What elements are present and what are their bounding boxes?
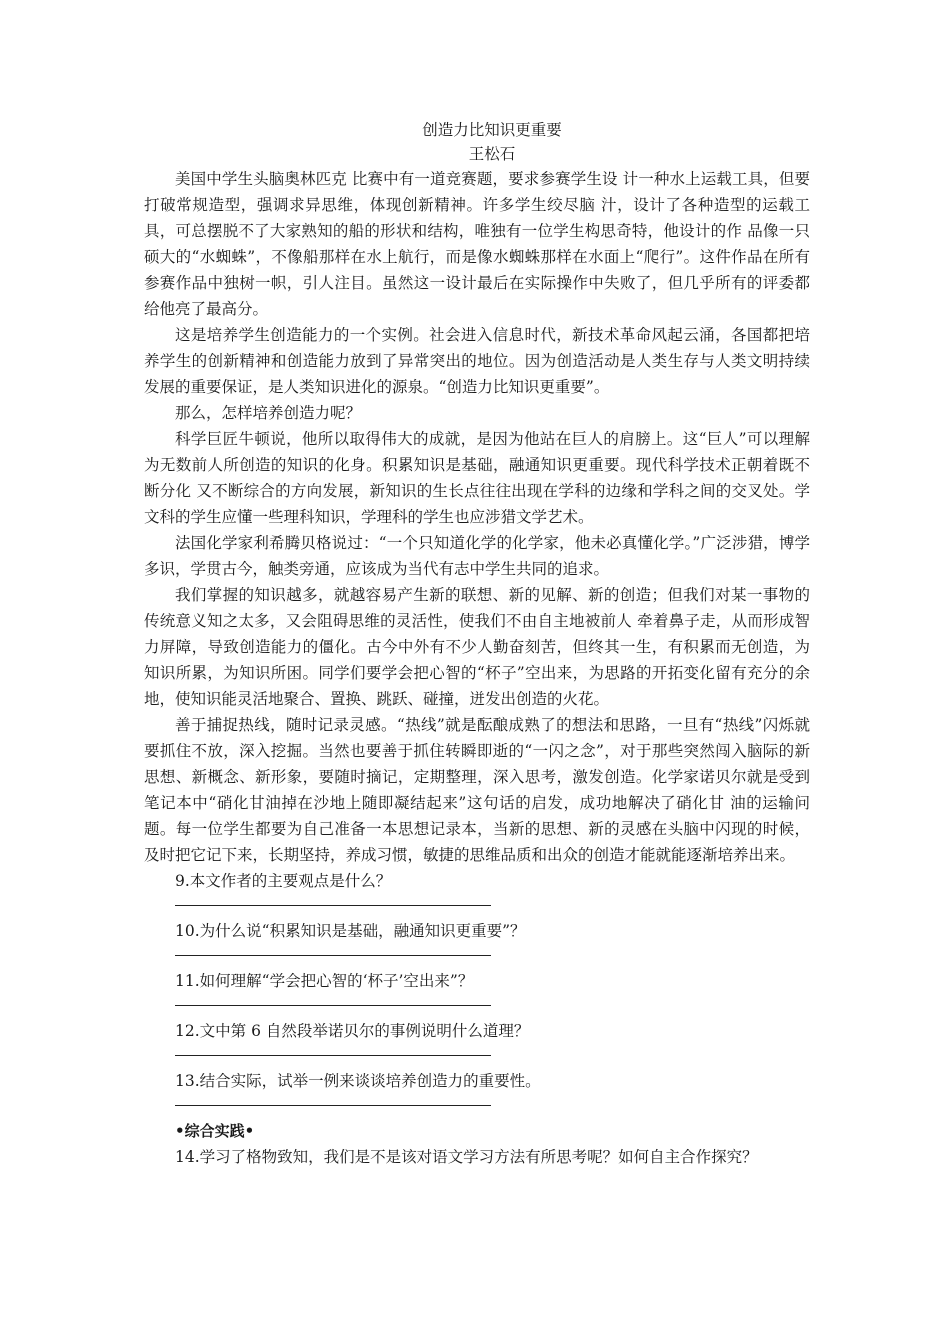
question-10: 10.为什么说“积累知识是基础，融通知识更重要”？ (175, 922, 526, 940)
paragraph-2: 这是培养学生创造能力的一个实例。社会进入信息时代，新技术革命风起云涌，各国都把培养学生的创新精神和创造能力放到了异常突出的地位。因为创造活动是人类生存与人类文明持续发展的重要保证，是人类知识进化的源泉。“创造力比知识更重要”。 (144, 326, 810, 396)
question-13: 13.结合实际，试举一例来谈谈培养创造力的重要性。 (175, 1072, 541, 1090)
paragraph-6: 我们掌握的知识越多，就越容易产生新的联想、新的见解、新的创造；但我们对某一事物的传统意义知之太多，又会阻碍思维的灵活性，使我们不由自主地被前人 牵着鼻子走，从而形成智力屏障，导致创造能力的僵化。古今中外有不少人勤奋刻苦，但终其一生，有积累而无创造，为知识所累，为知识所困。同学们要学会把心智的“杯子”空出来，为思路的开拓变化留有充分的余地，使知识能灵活地聚合、置换、跳跃、碰撞，迸发出创造的火花。 (144, 586, 810, 708)
article-title: 创造力比知识更重要 (422, 121, 562, 139)
paragraph-7: 善于捕捉热线，随时记录灵感。“热线”就是酝酿成熟了的想法和思路，一旦有“热线”闪烁就要抓住不放，深入挖掘。当然也要善于抓住转瞬即逝的“一闪之念”，对于那些突然闯入脑际的新思想、新概念、新形象，要随时摘记，定期整理，深入思考，激发创造。化学家诺贝尔就是受到笔记本中“硝化甘油掉在沙地上随即凝结起来”这句话的启发，成功地解决了硝化甘 油的运输问题。每一位学生都要为自己准备一本思想记录本，当新的思想、新的灵感在头脑中闪现的时候，及时把它记下来，长期坚持，养成习惯，敏捷的思维品质和出众的创造才能就能逐渐培养出来。 (144, 716, 810, 864)
question-9: 9.本文作者的主要观点是什么？ (175, 872, 392, 890)
paragraph-1: 美国中学生头脑奥林匹克 比赛中有一道竞赛题，要求参赛学生设 计一种水上运载工具，但要打破常规造型，强调求异思维，体现创新精神。许多学生绞尽脑 汁，设计了各种造型的运载工具，可总摆脱不了大家熟知的船的形状和结构，唯独有一位学生构思奇特，他设计的作 品像一只硕大的“水蜘蛛”，不像船那样在水上航行，而是像水蜘蛛那样在水面上“爬行”。这件作品在所有参赛作品中独树一帜，引人注目。虽然这一设计最后在实际操作中失败了，但几乎所有的评委都给他亮了最高分。 (144, 170, 810, 318)
answer-line-9[interactable] (175, 905, 491, 906)
document-page (144, 118, 810, 1170)
paragraph-4: 科学巨匠牛顿说，他所以取得伟大的成就，是因为他站在巨人的肩膀上。这“巨人”可以理解为无数前人所创造的知识的化身。积累知识是基础，融通知识更重要。现代科学技术正朝着既不断分化 又不断综合的方向发展，新知识的生长点往往出现在学科的边缘和学科之间的交叉处。学文科的学生应懂一些理科知识，学理科的学生也应涉猎文学艺术。 (144, 430, 810, 526)
answer-line-11[interactable] (175, 1005, 491, 1006)
paragraph-5: 法国化学家利希腾贝格说过：“一个只知道化学的化学家，他未必真懂化学。”广泛涉猎，博学多识，学贯古今，触类旁通，应该成为当代有志中学生共同的追求。 (144, 534, 810, 578)
practice-heading: •综合实践• (175, 1122, 255, 1140)
paragraph-3: 那么，怎样培养创造力呢？ (175, 404, 362, 422)
question-14: 14.学习了格物致知，我们是不是该对语文学习方法有所思考呢？如何自主合作探究？ (175, 1148, 758, 1166)
question-11: 11.如何理解“学会把心智的‘杯子’空出来”？ (175, 972, 474, 990)
article-author: 王松石 (468, 145, 516, 163)
question-12: 12.文中第 6 自然段举诺贝尔的事例说明什么道理？ (175, 1022, 530, 1040)
answer-line-10[interactable] (175, 955, 491, 956)
answer-line-12[interactable] (175, 1055, 491, 1056)
answer-line-13[interactable] (175, 1105, 491, 1106)
